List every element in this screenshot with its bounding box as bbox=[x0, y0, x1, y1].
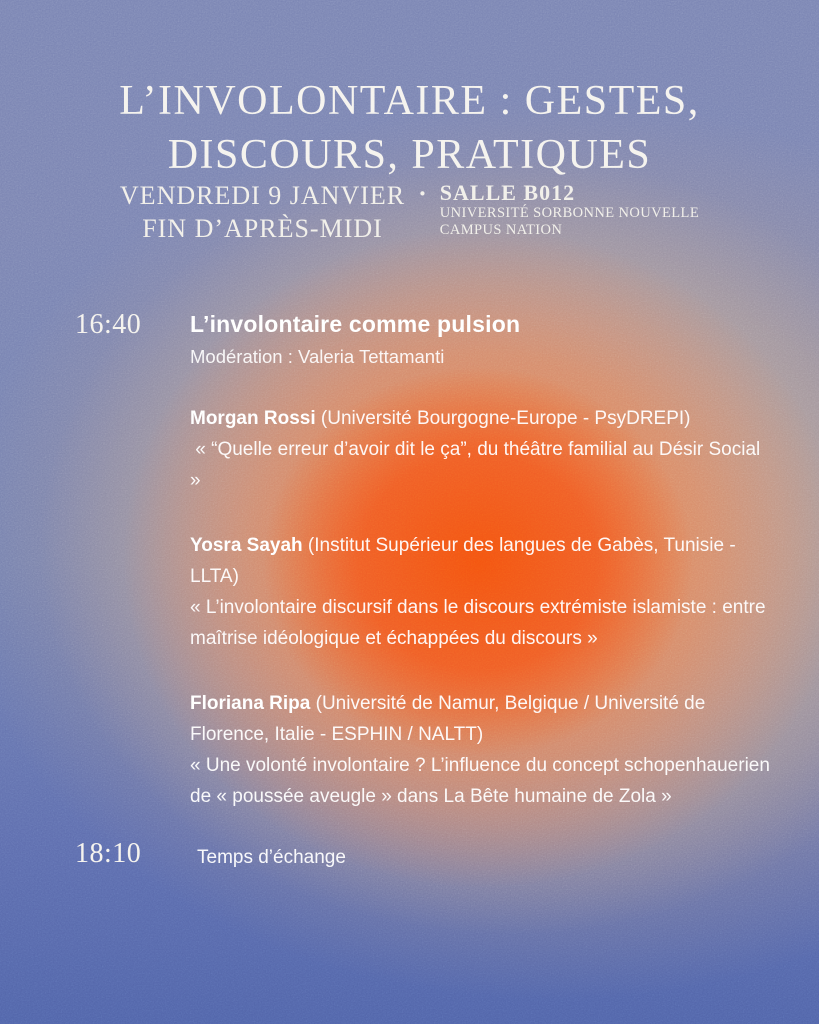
session-time: 16:40 bbox=[75, 309, 142, 340]
venue-room: SALLE B012 bbox=[439, 180, 576, 205]
talk-speaker-line bbox=[190, 530, 775, 592]
talk-title: « L’involontaire discursif dans le discours extrémiste islamiste : entre maîtrise idéologique et échappées du discours » bbox=[190, 597, 771, 649]
session-content bbox=[190, 309, 775, 812]
talk-entry bbox=[190, 688, 775, 812]
speaker-name: Yosra Sayah bbox=[190, 535, 303, 556]
talk-title: « “Quelle erreur d’avoir dit le ça”, du théâtre familial au Désir Social » bbox=[190, 439, 766, 491]
session-moderation: Modération : Valeria Tettamanti bbox=[190, 346, 445, 367]
venue-campus: CAMPUS NATION bbox=[439, 221, 563, 238]
speaker-affiliation: (Institut Supérieur des langues de Gabès, Tunisie - LLTA) bbox=[190, 535, 741, 587]
session-title: Temps d’échange bbox=[197, 847, 346, 868]
session-block-1640 bbox=[75, 309, 775, 812]
middot-separator: · bbox=[418, 179, 427, 208]
speaker-affiliation: (Université Bourgogne-Europe - PsyDREPI) bbox=[315, 408, 691, 429]
poster-title bbox=[0, 74, 819, 182]
talk-entry bbox=[190, 403, 775, 496]
event-date bbox=[120, 179, 405, 245]
speaker-affiliation: (Université de Namur, Belgique / Université de Florence, Italie - ESPHIN / NALTT) bbox=[190, 693, 711, 745]
talk-entry bbox=[190, 530, 775, 654]
session-time: 18:10 bbox=[75, 838, 142, 869]
event-date-line2: FIN D’APRÈS-MIDI bbox=[142, 214, 383, 243]
talk-title: « Une volonté involontaire ? L’influence du concept schopenhauerien de « poussée aveugle » dans La Bête humaine de Zola » bbox=[190, 755, 776, 807]
session-block-1810 bbox=[75, 838, 775, 873]
event-meta bbox=[0, 179, 819, 245]
venue-university: UNIVERSITÉ SORBONNE NOUVELLE bbox=[439, 205, 700, 221]
session-content bbox=[190, 838, 775, 873]
poster-title-line1: L’INVOLONTAIRE : GESTES, bbox=[119, 78, 700, 125]
event-date-line1: VENDREDI 9 JANVIER bbox=[119, 181, 406, 210]
speaker-name: Morgan Rossi bbox=[190, 408, 316, 429]
event-venue bbox=[440, 179, 699, 238]
poster-title-line2: DISCOURS, PRATIQUES bbox=[167, 132, 652, 179]
session-title: L’involontaire comme pulsion bbox=[190, 311, 521, 337]
speaker-name: Floriana Ripa bbox=[190, 693, 311, 714]
talk-speaker-line bbox=[190, 403, 775, 434]
talk-speaker-line bbox=[190, 688, 775, 750]
